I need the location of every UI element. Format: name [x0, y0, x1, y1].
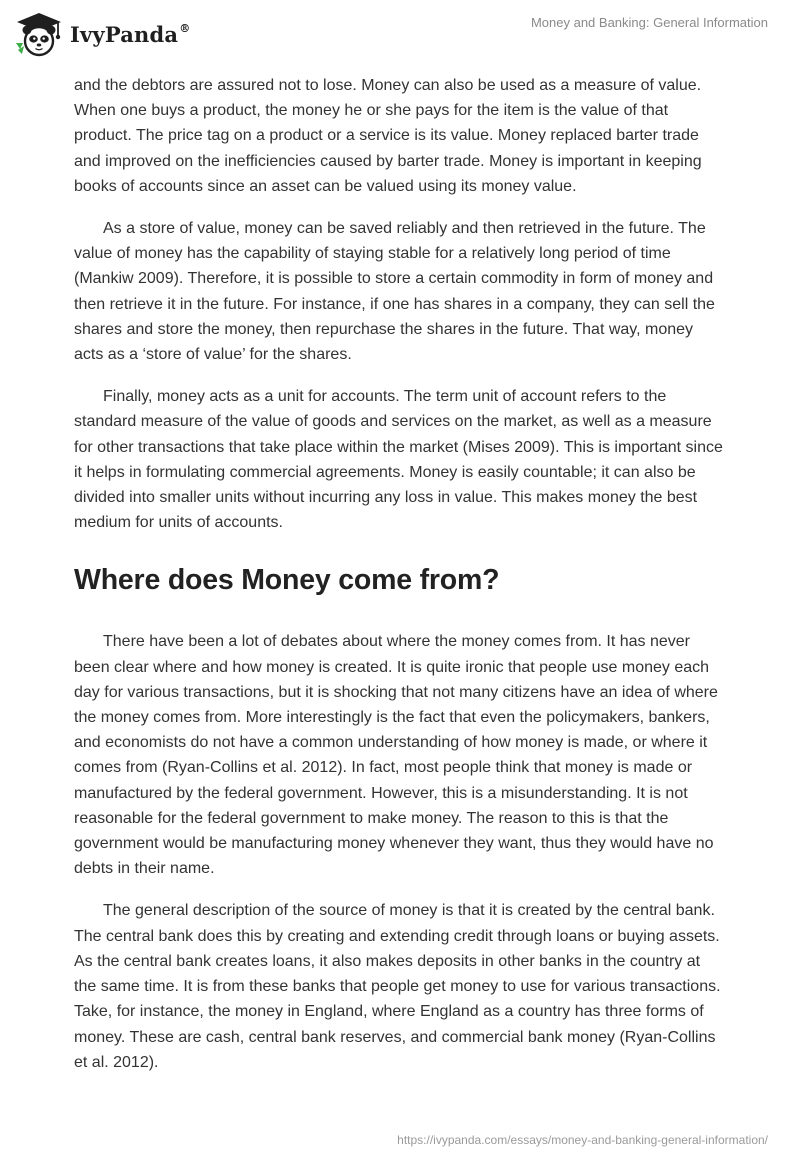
panda-graduate-icon — [14, 10, 64, 58]
paragraph-central-bank: The general description of the source of money is that it is created by the central bank. The central bank does this by creating and extending credit through loans or buying assets. As the central bank creates loans, it also makes deposits in other banks in the country at the same time. It is from these banks that people get money to use for various transactions. Take, for instance, the money in England, where England as a country has three forms of money. These are cash, central bank reserves, and commercial bank money (Ryan-Collins et al. 2012). — [74, 902, 721, 1071]
essay-body — [74, 73, 726, 1092]
registered-mark: ® — [179, 21, 191, 35]
ivypanda-logo[interactable] — [14, 10, 190, 58]
document-title: Money and Banking: General Information — [530, 15, 768, 30]
paragraph-money-origin-debate: There have been a lot of debates about where the money comes from. It has never been clear where and how money is created. It is quite ironic that people use money each day for various transactions, but it is shocking that not many citizens have an idea of where the money comes from. More interestingly is the fact that even the policymakers, bankers, and economists do not have a common understanding of how money is made, or where it comes from (Ryan-Collins et al. 2012). In fact, most people think that money is made or manufactured by the federal government. However, this is a misunderstanding. It is not reasonable for the federal government to make money. The reason to this is that the government would be manufacturing money whenever they want, thus they would have no debts in their name. — [74, 633, 718, 878]
paragraph-unit-of-account: Finally, money acts as a unit for accounts. The term unit of account refers to the standard measure of the value of goods and services on the market, as well as a measure for other transactions that take place within the market (Mises 2009). This is important since it helps in formulating commercial agreements. Money is easily countable; it can also be divided into smaller units without incurring any loss in value. This makes money the best medium for units of accounts. — [74, 388, 723, 532]
paragraph-store-of-value: As a store of value, money can be saved reliably and then retrieved in the future. The value of money has the capability of staying stable for a relatively long period of time (Mankiw 2009). Therefore, it is possible to store a certain commodity in form of money and then retrieve it in the future. For instance, if one has shares in a company, they can sell the shares and store the money, then repurchase the shares in the future. That way, money acts as a ‘store of value’ for the shares. — [74, 220, 715, 364]
paragraph-measure-of-value: and the debtors are assured not to lose. Money can also be used as a measure of value. When one buys a product, the money he or she pays for the item is the value of that product. The price tag on a product or a service is its value. Money replaced barter trade and improved on the inefficiencies caused by barter trade. Money is important in keeping books of accounts since an asset can be valued using its money value. — [74, 77, 702, 195]
source-url[interactable]: https://ivypanda.com/essays/money-and-banking-general-information/ — [397, 1133, 768, 1147]
section-heading: Where does Money come from? — [74, 564, 500, 597]
brand-name: IvyPanda® — [70, 21, 191, 47]
page-header — [0, 0, 800, 70]
